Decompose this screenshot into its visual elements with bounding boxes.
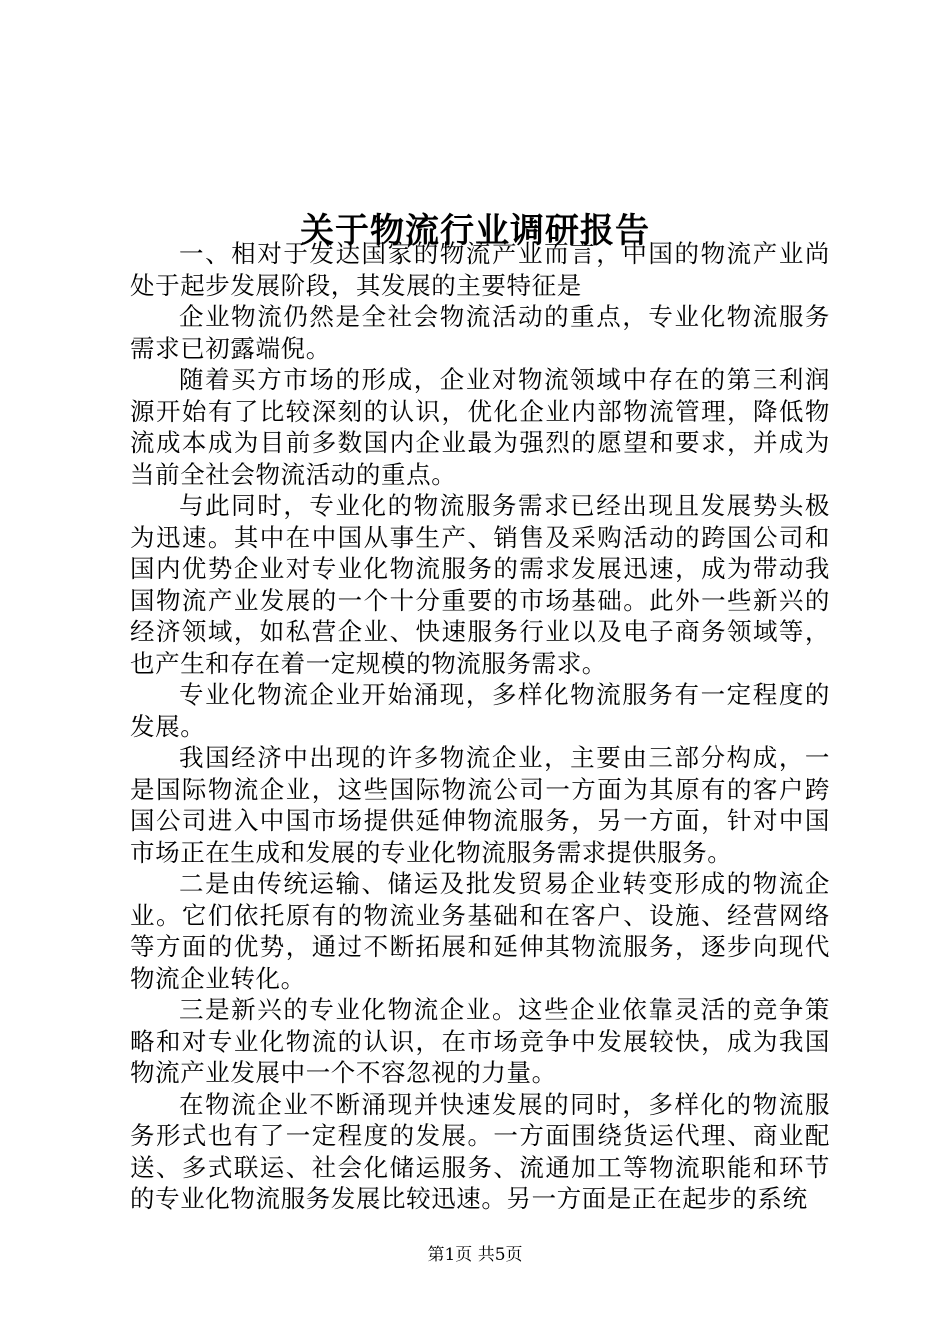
paragraph: 一、相对于发达国家的物流产业而言，中国的物流产业尚处于起步发展阶段，其发展的主要特征是	[130, 239, 830, 300]
paragraph: 专业化物流企业开始涌现，多样化物流服务有一定程度的发展。	[130, 680, 830, 741]
document-body	[130, 238, 830, 1215]
paragraph: 随着买方市场的形成，企业对物流领域中存在的第三利润源开始有了比较深刻的认识，优化企业内部物流管理，降低物流成本成为目前多数国内企业最为强烈的愿望和要求，并成为当前全社会物流活动的重点。	[130, 365, 830, 489]
paragraph: 二是由传统运输、储运及批发贸易企业转变形成的物流企业。它们依托原有的物流业务基础和在客户、设施、经营网络等方面的优势，通过不断拓展和延伸其物流服务，逐步向现代物流企业转化。	[130, 869, 830, 993]
paragraph: 与此同时，专业化的物流服务需求已经出现且发展势头极为迅速。其中在中国从事生产、销售及采购活动的跨国公司和国内优势企业对专业化物流服务的需求发展迅速，成为带动我国物流产业发展的一个十分重要的市场基础。此外一些新兴的经济领域，如私营企业、快速服务行业以及电子商务领域等，也产生和存在着一定规模的物流服务需求。	[130, 491, 830, 678]
page-footer: 第1页 共5页	[427, 1245, 523, 1265]
document-title: 关于物流行业调研报告	[300, 210, 650, 251]
paragraph: 在物流企业不断涌现并快速发展的同时，多样化的物流服务形式也有了一定程度的发展。一方面围绕货运代理、商业配送、多式联运、社会化储运服务、流通加工等物流职能和环节的专业化物流服务发展比较迅速。另一方面是正在起步的系统	[130, 1089, 830, 1213]
paragraph: 企业物流仍然是全社会物流活动的重点，专业化物流服务需求已初露端倪。	[130, 302, 830, 363]
paragraph: 三是新兴的专业化物流企业。这些企业依靠灵活的竞争策略和对专业化物流的认识，在市场竞争中发展较快，成为我国物流产业发展中一个不容忽视的力量。	[130, 995, 830, 1087]
paragraph: 我国经济中出现的许多物流企业，主要由三部分构成，一是国际物流企业，这些国际物流公司一方面为其原有的客户跨国公司进入中国市场提供延伸物流服务，另一方面，针对中国市场正在生成和发展的专业化物流服务需求提供服务。	[130, 743, 830, 867]
